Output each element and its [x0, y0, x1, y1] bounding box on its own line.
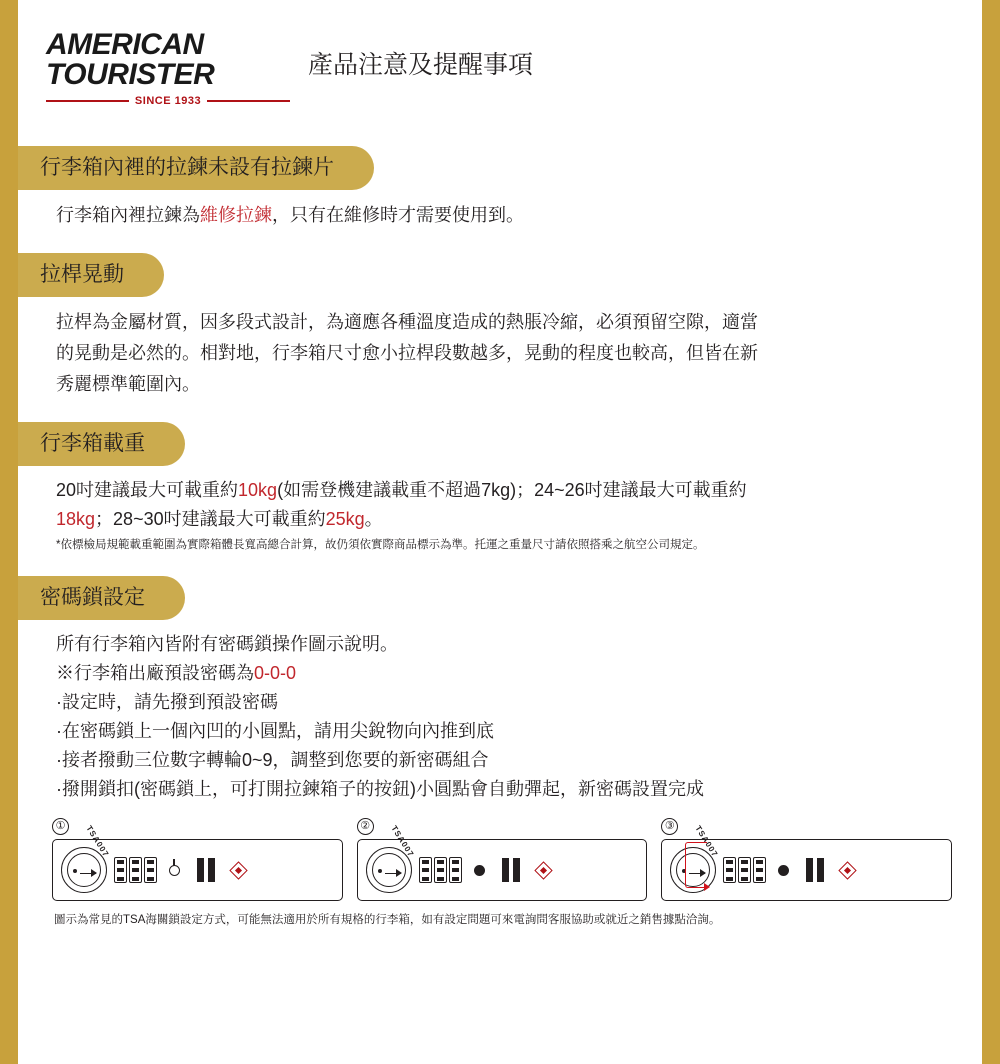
lock-wheels-1: [114, 857, 157, 883]
section-tab-handle: 拉桿晃動: [18, 253, 164, 297]
handle-line-3: 秀麗標準範圍內。: [56, 374, 200, 394]
capacity-line2-a: 18kg: [56, 509, 96, 529]
zipper-text-highlight: 維修拉鍊: [200, 205, 272, 225]
lock-dial-arrow-icon: [80, 867, 96, 874]
lock-latch-bars: [197, 858, 215, 882]
zipper-text-pre: 行李箱內裡拉鍊為: [56, 205, 200, 225]
lock-wheel: [753, 857, 766, 883]
lock-line-3: ·設定時，請先撥到預設密碼: [56, 692, 278, 712]
handle-line-1: 拉桿為金屬材質，因多段式設計，為適應各種溫度造成的熱脹冷縮，必須預留空隙，適當: [56, 312, 758, 332]
lock-wheel: [434, 857, 447, 883]
lock-line-4: ·在密碼鎖上一個內凹的小圓點，請用尖銳物向內推到底: [56, 721, 494, 741]
section-body-zipper: [18, 190, 982, 231]
lock-latch-bars: [502, 858, 520, 882]
lock-diagram-group: [18, 804, 982, 901]
lock-wheel: [129, 857, 142, 883]
lock-diagram-step-2: [357, 818, 648, 901]
capacity-line2-c: 。: [364, 509, 383, 529]
logo-rule: [46, 95, 290, 107]
lock-footnote: 圖示為常見的TSA海關鎖設定方式，可能無法適用於所有規格的行李箱，如有設定問題可來電詢問客服協助或就近之銷售據點洽詢。: [54, 914, 721, 926]
step-number-1: ①: [52, 818, 69, 835]
lock-wheel: [738, 857, 751, 883]
page-title: 產品注意及提醒事項: [308, 51, 534, 79]
section-tab-capacity: 行李箱載重: [18, 422, 185, 466]
capacity-line-1: [56, 476, 954, 505]
lock-line-5: ·接者撥動三位數字轉輪0~9，調整到您要的新密碼組合: [56, 750, 489, 770]
capacity-line2-b: ；28~30吋建議最大可載重約: [95, 509, 326, 529]
lock-illustration-2: [357, 824, 648, 901]
lock-dial-dot: [73, 869, 77, 873]
lock-line2-pre: ※行李箱出廠預設密碼為: [56, 663, 254, 683]
handle-line-2: 的晃動是必然的。相對地，行李箱尺寸愈小拉桿段數越多，晃動的程度也較高，但皆在新: [56, 343, 758, 363]
lock-diagram-step-1: [52, 818, 343, 901]
lock-wheels-2: [419, 857, 462, 883]
lock-wheel: [144, 857, 157, 883]
lock-dial-arrow-icon: [385, 867, 401, 874]
capacity-note: *依標檢局規範載重範圍為實際箱體長寬高總合計算，故仍須依實際商品標示為準。托運之重量尺寸請依照搭乘之航空公司規定。: [56, 539, 705, 551]
tsa-label-2: TSA007: [389, 824, 416, 859]
lock-latch-bars: [806, 858, 824, 882]
lock-wheel: [723, 857, 736, 883]
lock-line-6: ·撥開鎖扣(密碼鎖上，可打開拉鍊箱子的按鈕)小圓點會自動彈起，新密碼設置完成: [56, 779, 704, 799]
capacity-line2-red: 25kg: [325, 509, 365, 529]
step-number-2: ②: [357, 818, 374, 835]
section-body-handle: [18, 297, 982, 400]
section-body-lock: [18, 620, 982, 804]
capacity-line1-a: 20吋建議最大可載重約: [56, 480, 239, 500]
capacity-line-2: [56, 505, 954, 534]
document-sheet: [18, 0, 982, 1064]
lock-reset-pin-icon: [169, 865, 180, 876]
lock-wheel: [419, 857, 432, 883]
american-tourister-logo: [46, 28, 290, 107]
capacity-line1-b: (如需登機建議載重不超過7kg)；24~26吋建議最大可載重約: [277, 480, 747, 500]
lock-dial-dot: [378, 869, 382, 873]
lock-illustration-1: [52, 824, 343, 901]
pin-stem: [173, 859, 175, 866]
section-tab-lock: 密碼鎖設定: [18, 576, 185, 620]
logo-rule-right: [207, 100, 290, 102]
logo-line-american: AMERICAN: [46, 28, 204, 61]
lock-line-1: 所有行李箱內皆附有密碼鎖操作圖示說明。: [56, 634, 398, 654]
lock-open-arrow-icon: [685, 842, 707, 888]
lock-wheels-3: [723, 857, 766, 883]
lock-reset-pin-icon: [778, 865, 789, 876]
tsa-label-1: TSA007: [84, 824, 111, 859]
lock-reset-pin-icon: [474, 865, 485, 876]
logo-line-tourister: TOURISTER: [46, 58, 215, 91]
zipper-text-post: ，只有在維修時才需要使用到。: [272, 205, 524, 225]
lock-diagram-step-3: [661, 818, 952, 901]
lock-wheel: [449, 857, 462, 883]
section-body-capacity: [18, 466, 982, 534]
section-tab-zipper: 行李箱內裡的拉鍊未設有拉鍊片: [18, 146, 374, 190]
lock-line-2: [56, 659, 954, 688]
lock-release-button-icon: [534, 861, 552, 879]
lock-release-button-icon: [229, 861, 247, 879]
lock-release-button-icon: [839, 861, 857, 879]
step-number-3: ③: [661, 818, 678, 835]
document-header: [18, 28, 982, 124]
capacity-line1-red: 10kg: [238, 480, 278, 500]
tsa-label-3: TSA007: [693, 824, 721, 859]
logo-since-text: SINCE 1933: [134, 95, 202, 107]
lock-line2-red: 0-0-0: [254, 663, 297, 683]
lock-wheel: [114, 857, 127, 883]
logo-rule-left: [46, 100, 129, 102]
